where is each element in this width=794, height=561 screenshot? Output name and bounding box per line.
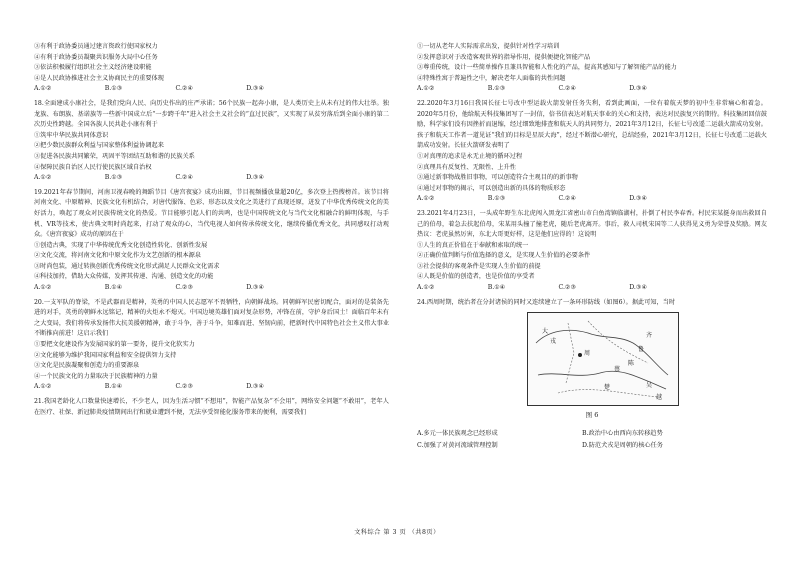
choice-c: C.②③	[175, 383, 194, 391]
option-line: ③尊重传统，设计一些简单操作且兼具智能和人性化的产品，提高其感知与了解智能产品的能力	[417, 64, 677, 72]
choice-row	[34, 84, 264, 95]
page-footer: 文科综合 第 3 页 （共8页）	[354, 529, 440, 536]
choice-d: D.③④	[246, 174, 264, 182]
choice-c: C.②③	[175, 284, 194, 292]
question-19-stem: 19.2021年春节期间，河南卫视春晚的舞蹈节目《唐宫夜宴》成功出圈，节目视频播放量超20亿，多次登上热搜榜首。该节目将河南文化、中原精神、民族文化有机结合，对唐代服饰、色彩、形态以及文化之美进行了真现还原，迸发了中华优秀传统文化的美好活力，唤起了观众对民族传统文化的热爱。节目能够引起人们的共鸣，也是中国传统文化与当代文化相融合的鲜明体现，与手机、VR等技术，使古典文明时尚起来，打动了观众的心，当代电视人如何传承传统文化，继续传播优秀文化，共同感叹打动观众。《唐宫夜宴》成功的原因在于	[34, 188, 389, 239]
choice-row	[417, 283, 647, 294]
choice-c: C.加强了对黄河流域管理控制	[417, 442, 498, 450]
choice-d: D.防范犬戎是周朝的核心任务	[582, 442, 663, 450]
question-20-stem: 20.一支军队的脊梁，不是武器而是精神，英勇的中国人民志愿军不畏牺牲，向朝鲜战场。同朝鲜军民密切配合，面对的是装备先进的对手，英勇的朝鲜永远铭记，精神的火炬永不熄灭。中国边境英雄们面对复杂形势，冲锋在前，守护身后国土！面临百年未有之大变局，我们将传承发扬伟大抗美援朝精神，敢于斗争，善于斗争，知难而进、坚韧向前，把新时代中国特色社会主义伟大事业不断推向前进！这启示我们	[34, 298, 389, 338]
choice-row	[34, 382, 264, 393]
map-label: 吴	[646, 382, 653, 390]
choice-a: A.①②	[34, 284, 52, 292]
map-label: 鲁	[638, 346, 645, 354]
map-label: 越	[656, 394, 663, 402]
choice-row	[34, 283, 264, 294]
map-label: 齐	[646, 332, 653, 340]
option-line: ③促进各民族共同繁荣，巩固平等团结互助和谐的民族关系	[34, 152, 195, 160]
option-line: ①要把文化建设作为发展国家的第一要务，提升文化软实力	[34, 341, 195, 349]
option-line: ②把少数民族群众利益与国家整体利益协调起来	[34, 142, 164, 150]
question-18-stem: 18.全面建成小康社会，是我们党向人民、向历史作出的庄严承诺；56个民族一起奔小康，是人类历史上从未有过的伟大壮举。独龙族、布朗族、基诺族等一些新中国成立后“一步跨千年”进入社会主义社会的“直过民族”，又实现了从贫穷落后到全面小康的第二次历史性跨越。全国各族人民共赴小康有利于	[34, 99, 389, 129]
question-21-stem: 21.我国老龄化人口数量快速增长，不少老人，因为生活习惯“不想用”，智能产品复杂“不会用”，网络安全问题“不敢用”，老年人在医疗、社保、新冠肺炎疫情期间出行和就业遭到不便，无法享受智能化服务带来的便利，需要我们	[34, 398, 389, 416]
option-line: ③通过新事物战胜旧事物，可以创造符合主观目的的新事物	[417, 174, 578, 182]
map-label: 戎	[550, 338, 557, 346]
option-line: ③时尚包装，通过转换创新优秀传统文化形式满足人民群众文化需求	[34, 262, 220, 270]
option-line: ①一切从老年人实际需求出发，提供针对性学习培训	[417, 43, 560, 50]
choice-a: A.①②	[34, 85, 52, 93]
choice-b: B.①③	[487, 195, 506, 203]
option-line: ②正确价值判断与价值选择的意义，是实现人生价值的必要条件	[417, 252, 591, 260]
choice-d: D.③④	[246, 284, 264, 292]
choice-b: B.①③	[487, 85, 506, 93]
option-line: ②发挥意识对于改造客观世界的指导作用，提供便捷化智能产品	[417, 53, 591, 61]
defense-line	[588, 321, 648, 363]
option-line: ②真理具有反复性、无限性、上升性	[417, 163, 516, 171]
choice-b: B.①③	[104, 174, 123, 182]
choice-row	[34, 173, 264, 184]
choice-a: A.①②	[417, 85, 435, 93]
option-line: ④一个民族文化的力量取决于民族精神的力量	[34, 372, 158, 380]
map-label: 蔡	[614, 366, 621, 374]
option-line: ③有利于政协委员通过建言资政行使国家权力	[34, 43, 158, 50]
option-line: ④有利于政协委员凝聚共识服务大局中心任务	[34, 53, 158, 61]
choice-a: A.①②	[417, 195, 435, 203]
capital-marker	[578, 353, 582, 357]
choice-b: B.①③	[104, 85, 123, 93]
option-line: ③社会提供的客观条件是实现人生价值的前提	[417, 262, 541, 270]
choice-d: D.③④	[629, 195, 647, 203]
option-line: ①创造古典，实现了中华传统优秀文化创造性转化、创新性发展	[34, 241, 208, 249]
right-column	[417, 42, 767, 452]
left-column	[34, 42, 389, 418]
option-line: ④人既是价值的创造者，也是价值的享受者	[417, 273, 535, 281]
choice-d: D.③④	[246, 85, 264, 93]
q24-options	[417, 429, 747, 452]
choice-d: D.③④	[629, 284, 647, 292]
map-label: 楚	[604, 384, 611, 392]
option-line: ④科技加持，借助大众传媒，发挥其传递、沟通、创造文化的功能	[34, 273, 214, 281]
option-line: ②文化交流，将河南文化和中原文化作为文艺创新的根本源泉	[34, 252, 202, 260]
map-label: 陈	[628, 360, 635, 368]
map-label: 周	[584, 350, 591, 358]
choice-a: A.①②	[34, 383, 52, 391]
choice-c: C.②④	[558, 195, 577, 203]
option-line: ④通过对事物的揭示，可以创造出新的具体的物质形态	[417, 184, 566, 192]
option-line: ①人生的真正价值在于奉献和索取的统一	[417, 241, 529, 249]
question-24-stem: 24.西周时期，统治者在分封诸侯的同时又连续建立了一条环形防线（如图6）。据此可知，当时	[417, 298, 676, 306]
option-line: ②文化能够为维护我国国家利益和安全提供智力支持	[34, 351, 177, 359]
option-line: ④特殊性寓于普遍性之中，解决老年人面临的共性问题	[417, 74, 566, 82]
defense-line	[566, 323, 574, 383]
option-line: ④是人民政协推进社会主义协商民主的重要体现	[34, 74, 164, 82]
choice-b: B.①④	[487, 284, 506, 292]
choice-b: B.政治中心由西向东转移趋势	[582, 429, 663, 437]
choice-a: A.多元一体民族观念已经形成	[417, 429, 498, 437]
choice-row	[417, 84, 647, 95]
choice-c: C.②④	[175, 174, 194, 182]
option-line: ④保障民族自治区人民行使民族区域自治权	[34, 163, 152, 171]
choice-a: A.①②	[417, 284, 435, 292]
question-22-stem: 22.2020年3月16日我国长征七号改中型运载火箭发射任务失利，看到此画面，一位有着航天梦的初中生非常痛心和着急。2020年5月份，他给航天科技集团写了一封信，倍书信表达对航天事业的关心和支持，表达对民族复兴的期待。科技集团回信鼓励，科学家们没有因挫折而退缩，经过细致地排查和航天人的共同努力，2021年3月12日，长征七号改遥二运载火箭成功发射。孩子和航天工作者一道见证“我们的目标是星辰大海”，经过不断潜心研究，总结经验，2021年3月12日，长征七号改遥二运载火箭成功发射。长征火箭研发表明了	[417, 99, 767, 150]
question-23-stem: 23.2021年4月23日，一头成年野生东北虎闯入黑龙江省密山市白鱼湾镇临湖村，扑倒了村民李春香。村民宋某挺身而出救回自己的伯母，着急去扶起伯母，宋某用头撞了撞老虎，随后老虎离开。事后，救人司机宋国等二人获得见义勇为荣誉及奖励。网友热议：老虎虽然厉害，东北大哥更好样，这是他们应得的！这说明	[417, 209, 767, 239]
choice-a: A.①②	[34, 174, 52, 182]
western-zhou-map	[527, 312, 679, 406]
figure-caption: 图 6	[585, 411, 599, 420]
choice-d: D.③④	[629, 85, 647, 93]
choice-c: C.②③	[558, 284, 577, 292]
choice-c: C.②④	[175, 85, 194, 93]
choice-c: C.②④	[558, 85, 577, 93]
choice-b: B.①④	[104, 284, 123, 292]
option-line: ③文化是民族凝聚和创造力的重要源泉	[34, 362, 140, 370]
option-line: ①对真理的追求是永无止境的循环过程	[417, 152, 523, 160]
choice-row	[417, 194, 647, 205]
choice-d: D.③④	[246, 383, 264, 391]
choice-b: B.①④	[104, 383, 123, 391]
map-drawing	[528, 313, 678, 405]
map-label: 大	[542, 328, 549, 336]
option-line: ①筑牢中华民族共同体意识	[34, 131, 109, 139]
option-line: ③依法积极履行组织社会主义经济建设职能	[34, 64, 152, 72]
